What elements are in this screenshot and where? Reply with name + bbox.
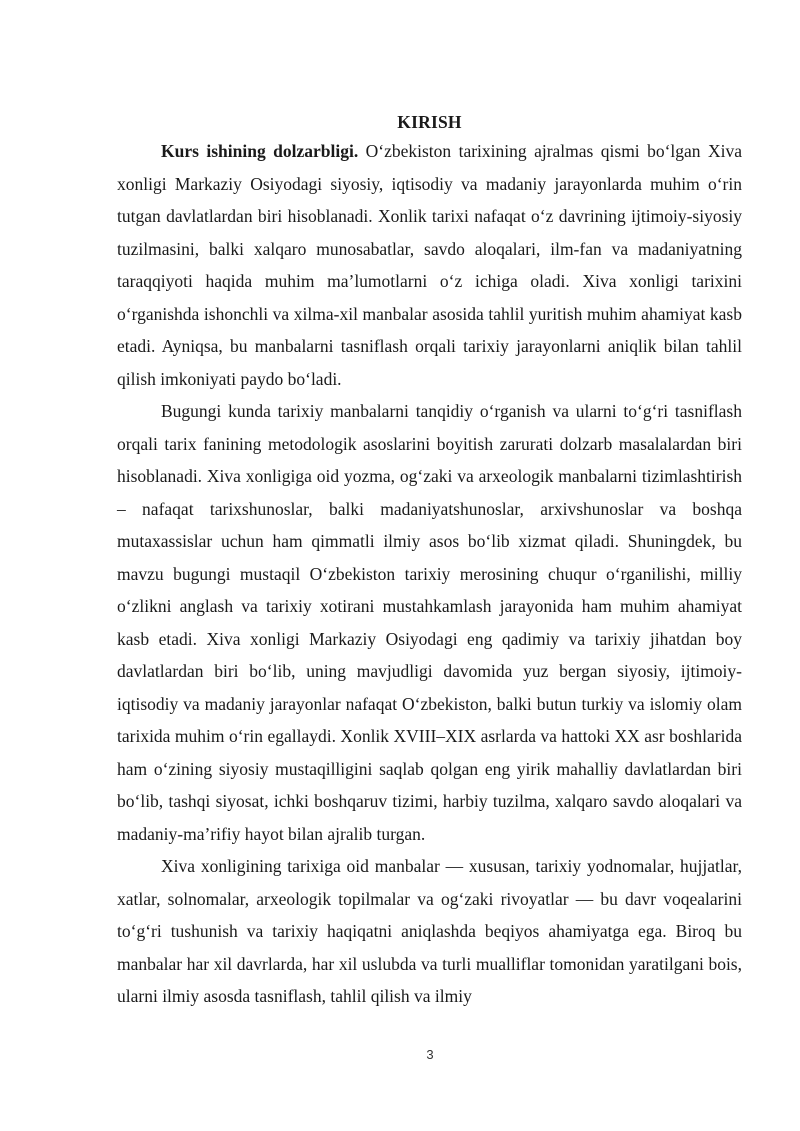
paragraph-relevance [117, 135, 742, 395]
page-number: 3 [426, 1047, 434, 1062]
paragraph-text: Bugungi kunda tarixiy manbalarni tanqidiy o‘rganish va ularni to‘g‘ri tasniflash orqali tarix fanining metodologik asoslarini boyitish zarurati dolzarb masalalardan biri hisoblanadi. Xiva xonligiga oid yozma, og‘zaki va arxeologik manbalarni tizimlashtirish – nafaqat tarixshunoslar, balki madaniyatshunoslar, arxivshunoslar va boshqa mutaxassislar uchun ham qimmatli ilmiy asos bo‘lib xizmat qiladi. Shuningdek, bu mavzu bugungi mustaqil O‘zbekiston tarixiy merosining chuqur o‘rganilishi, milliy o‘zlikni anglash va tarixiy xotirani mustahkamlash jarayonida ham muhim ahamiyat kasb etadi. Xiva xonligi Markaziy Osiyodagi eng qadimiy va tarixiy jihatdan boy davlatlardan biri bo‘lib, uning mavjudligi davomida yuz bergan siyosiy, ijtimoiy-iqtisodiy va madaniy jarayonlar nafaqat O‘zbekiston, balki butun turkiy va islomiy olam tarixida muhim o‘rin egallaydi. Xonlik XVIII–XIX asrlarda va hattoki XX asr boshlarida ham o‘zining siyosiy mustaqilligini saqlab qolgan eng yirik mahalliy davlatlardan biri bo‘lib, tashqi siyosat, ichki boshqaruv tizimi, harbiy tuzilma, xalqaro savdo aloqalari va madaniy-ma’rifiy hayot bilan ajralib turgan. [117, 401, 742, 844]
paragraph-sources-types [117, 850, 742, 1013]
section-heading: KIRISH [397, 112, 462, 132]
paragraph-lead: Kurs ishining dolzarbligi. [161, 141, 359, 161]
paragraph-text: O‘zbekiston tarixining ajralmas qismi bo‘lgan Xiva xonligi Markaziy Osiyodagi siyosiy, iqtisodiy va madaniy jarayonlarda muhim o‘rin tutgan davlatlardan biri hisoblanadi. Xonlik tarixi nafaqat o‘z davrining ijtimoiy-siyosiy tuzilmasini, balki xalqaro munosabatlar, savdo aloqalari, ilm-fan va madaniyatning taraqqiyoti haqida muhim ma’lumotlarni o‘z ichiga oladi. Xiva xonligi tarixini o‘rganishda ishonchli va xilma-xil manbalar asosida tahlil yuritish muhim ahamiyat kasb etadi. Ayniqsa, bu manbalarni tasniflash orqali tarixiy jarayonlarni aniqlik bilan tahlil qilish imkoniyati paydo bo‘ladi. [117, 141, 742, 389]
paragraph-sources-importance [117, 395, 742, 850]
document-body [117, 111, 742, 1013]
paragraph-text: Xiva xonligining tarixiga oid manbalar — xususan, tarixiy yodnomalar, hujjatlar, xatlar, solnomalar, arxeologik topilmalar va og‘zaki rivoyatlar — bu davr voqealarini to‘g‘ri tushunish va tarixiy haqiqatni aniqlashda beqiyos ahamiyatga ega. Biroq bu manbalar har xil davrlarda, har xil uslubda va turli mualliflar tomonidan yaratilgani bois, ularni ilmiy asosda tasniflash, tahlil qilish va ilmiy [117, 856, 742, 1006]
